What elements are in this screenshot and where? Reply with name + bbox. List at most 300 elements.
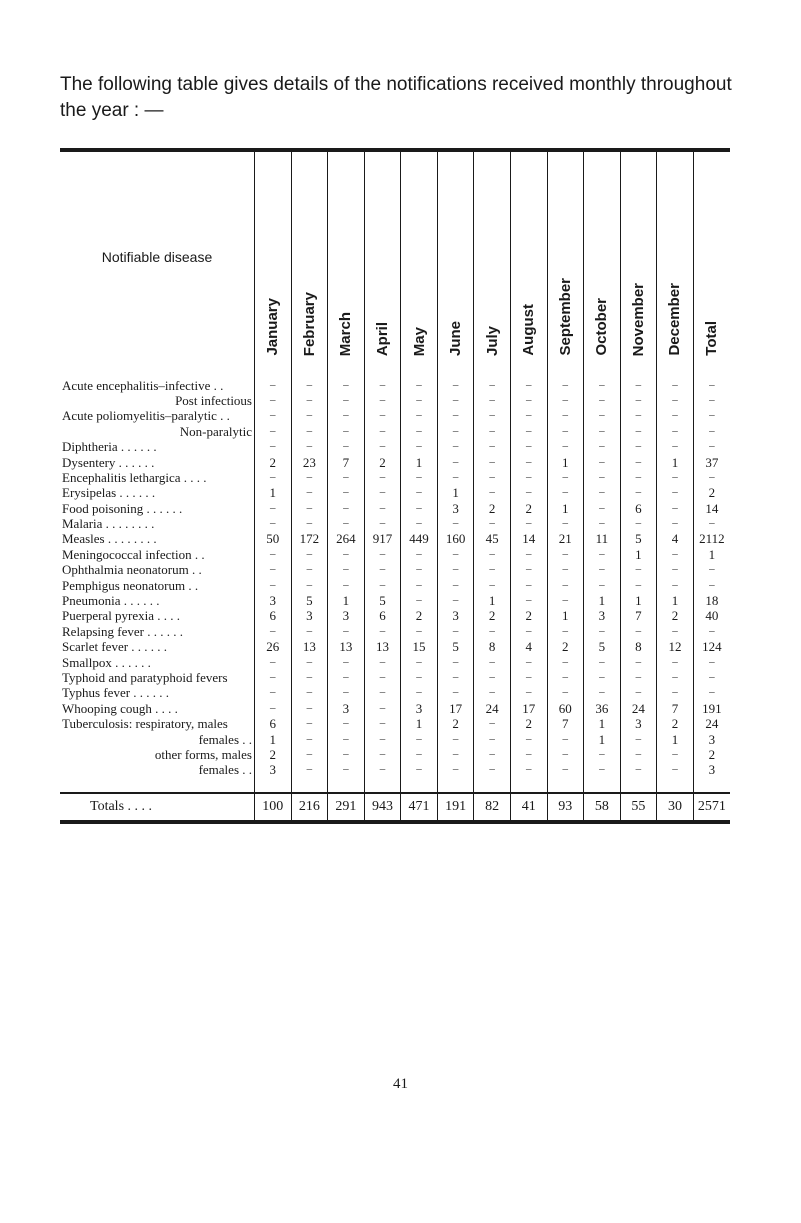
- table-row: [60, 547, 730, 562]
- cell-value: 1: [657, 454, 694, 469]
- cell-value: –: [584, 470, 621, 485]
- cell-value: –: [401, 562, 438, 577]
- cell-value: 2: [255, 454, 292, 469]
- cell-value: –: [401, 501, 438, 516]
- cell-value: –: [510, 377, 547, 392]
- cell-value: –: [437, 408, 474, 423]
- cell-value: 26: [255, 639, 292, 654]
- cell-value: –: [510, 685, 547, 700]
- cell-value: –: [291, 747, 328, 762]
- cell-value: –: [657, 747, 694, 762]
- spacer-cell: [693, 778, 730, 793]
- total-value: 471: [401, 793, 438, 820]
- cell-value: –: [474, 654, 511, 669]
- month-header: [657, 152, 694, 362]
- cell-value: –: [584, 562, 621, 577]
- cell-value: –: [328, 439, 365, 454]
- table-row: [60, 454, 730, 469]
- cell-value: –: [657, 424, 694, 439]
- cell-value: –: [657, 516, 694, 531]
- total-value: 100: [255, 793, 292, 820]
- cell-value: –: [693, 377, 730, 392]
- spacer-cell: [584, 778, 621, 793]
- cell-value: –: [291, 501, 328, 516]
- spacer-cell: [60, 362, 255, 377]
- cell-value: –: [401, 624, 438, 639]
- cell-value: –: [437, 377, 474, 392]
- cell-value: –: [255, 547, 292, 562]
- cell-value: 7: [657, 701, 694, 716]
- total-value: 2571: [693, 793, 730, 820]
- cell-value: 2: [510, 608, 547, 623]
- cell-value: –: [437, 762, 474, 777]
- cell-value: 160: [437, 531, 474, 546]
- cell-value: –: [437, 685, 474, 700]
- table-bottom-rule: [60, 820, 730, 824]
- cell-value: 21: [547, 531, 584, 546]
- cell-value: –: [255, 654, 292, 669]
- cell-value: –: [620, 424, 657, 439]
- table-row: [60, 424, 730, 439]
- cell-value: –: [510, 470, 547, 485]
- cell-value: 7: [547, 716, 584, 731]
- cell-value: –: [547, 670, 584, 685]
- disease-name: Scarlet fever . . . . . .: [62, 639, 168, 655]
- cell-value: –: [584, 454, 621, 469]
- cell-value: –: [291, 654, 328, 669]
- cell-value: –: [657, 762, 694, 777]
- cell-value: –: [364, 701, 401, 716]
- spacer-cell: [547, 778, 584, 793]
- cell-value: –: [510, 485, 547, 500]
- cell-value: 15: [401, 639, 438, 654]
- cell-value: 24: [474, 701, 511, 716]
- cell-value: 1: [401, 454, 438, 469]
- cell-value: 1: [437, 485, 474, 500]
- cell-value: –: [401, 439, 438, 454]
- cell-value: 6: [620, 501, 657, 516]
- cell-value: –: [291, 470, 328, 485]
- cell-value: 14: [693, 501, 730, 516]
- cell-value: –: [328, 624, 365, 639]
- cell-value: –: [255, 408, 292, 423]
- cell-value: –: [584, 685, 621, 700]
- total-header: [693, 152, 730, 362]
- cell-value: –: [693, 624, 730, 639]
- cell-value: –: [474, 731, 511, 746]
- cell-value: –: [437, 577, 474, 592]
- cell-value: 2: [474, 608, 511, 623]
- cell-value: –: [693, 685, 730, 700]
- cell-value: 2: [510, 716, 547, 731]
- cell-value: 3: [693, 762, 730, 777]
- cell-value: –: [510, 731, 547, 746]
- table-row: [60, 762, 730, 777]
- month-header-label: September: [556, 278, 574, 356]
- cell-value: –: [547, 393, 584, 408]
- cell-value: 1: [620, 547, 657, 562]
- month-header: [584, 152, 621, 362]
- cell-value: –: [364, 424, 401, 439]
- cell-value: –: [510, 393, 547, 408]
- cell-value: 449: [401, 531, 438, 546]
- cell-value: –: [620, 624, 657, 639]
- cell-value: –: [657, 654, 694, 669]
- cell-value: –: [364, 439, 401, 454]
- table-row: [60, 393, 730, 408]
- month-header-label: March: [337, 311, 355, 356]
- cell-value: 1: [620, 593, 657, 608]
- cell-value: –: [620, 731, 657, 746]
- disease-name: Pemphigus neonatorum . .: [62, 577, 199, 593]
- spacer-cell: [474, 362, 511, 377]
- cell-value: –: [364, 731, 401, 746]
- cell-value: –: [584, 439, 621, 454]
- cell-value: –: [291, 701, 328, 716]
- disease-name: Acute poliomyelitis–paralytic . .: [62, 408, 230, 424]
- spacer-cell: [510, 362, 547, 377]
- totals-row: [60, 793, 730, 820]
- spacer-cell: [693, 362, 730, 377]
- cell-value: 3: [401, 701, 438, 716]
- cell-value: –: [364, 747, 401, 762]
- cell-value: –: [328, 470, 365, 485]
- cell-value: 13: [328, 639, 365, 654]
- cell-value: –: [584, 424, 621, 439]
- spacer-cell: [255, 362, 292, 377]
- cell-value: 17: [437, 701, 474, 716]
- cell-value: 1: [401, 716, 438, 731]
- cell-value: –: [437, 424, 474, 439]
- cell-value: 4: [657, 531, 694, 546]
- disease-name: Post infectious: [175, 392, 252, 408]
- cell-value: –: [474, 439, 511, 454]
- cell-value: 13: [291, 639, 328, 654]
- cell-value: –: [291, 670, 328, 685]
- cell-value: –: [693, 424, 730, 439]
- cell-value: 14: [510, 531, 547, 546]
- cell-value: –: [437, 624, 474, 639]
- cell-value: –: [510, 408, 547, 423]
- cell-value: –: [510, 747, 547, 762]
- month-header-label: February: [300, 291, 318, 356]
- cell-value: –: [657, 439, 694, 454]
- totals-label: Totals . . . .: [60, 793, 255, 820]
- cell-value: –: [657, 377, 694, 392]
- cell-value: 2: [657, 608, 694, 623]
- cell-value: 1: [547, 454, 584, 469]
- cell-value: –: [547, 424, 584, 439]
- cell-value: 23: [291, 454, 328, 469]
- cell-value: 60: [547, 701, 584, 716]
- cell-value: 2: [401, 608, 438, 623]
- cell-value: –: [401, 485, 438, 500]
- table-row: [60, 639, 730, 654]
- cell-value: –: [255, 439, 292, 454]
- cell-value: 5: [291, 593, 328, 608]
- cell-value: 124: [693, 639, 730, 654]
- cell-value: –: [364, 485, 401, 500]
- cell-value: –: [693, 577, 730, 592]
- month-header-label: August: [520, 304, 538, 356]
- cell-value: –: [620, 516, 657, 531]
- cell-value: –: [401, 747, 438, 762]
- table-row: [60, 562, 730, 577]
- cell-value: –: [657, 408, 694, 423]
- cell-value: 1: [255, 485, 292, 500]
- cell-value: –: [364, 393, 401, 408]
- cell-value: 2: [510, 501, 547, 516]
- cell-value: –: [364, 685, 401, 700]
- spacer-cell: [401, 778, 438, 793]
- cell-value: –: [547, 562, 584, 577]
- disease-name: females . .: [198, 762, 252, 778]
- cell-value: 3: [693, 731, 730, 746]
- month-header-label: April: [373, 321, 391, 356]
- table-header-row: [60, 152, 730, 362]
- disease-name: Ophthalmia neonatorum . .: [62, 562, 202, 578]
- cell-value: –: [620, 470, 657, 485]
- cell-value: –: [510, 562, 547, 577]
- disease-name: Dysentery . . . . . .: [62, 454, 155, 470]
- cell-value: –: [364, 577, 401, 592]
- cell-value: 36: [584, 701, 621, 716]
- cell-value: 5: [584, 639, 621, 654]
- cell-value: –: [584, 377, 621, 392]
- disease-name: Food poisoning . . . . . .: [62, 500, 183, 516]
- cell-value: –: [474, 547, 511, 562]
- cell-value: –: [474, 516, 511, 531]
- table-row: [60, 439, 730, 454]
- total-value: 191: [437, 793, 474, 820]
- cell-value: –: [255, 470, 292, 485]
- total-value: 291: [328, 793, 365, 820]
- cell-value: –: [547, 624, 584, 639]
- spacer-cell: [328, 778, 365, 793]
- cell-value: –: [474, 393, 511, 408]
- cell-value: –: [620, 747, 657, 762]
- cell-value: –: [328, 393, 365, 408]
- total-value: 41: [510, 793, 547, 820]
- spacer-cell: [291, 362, 328, 377]
- intro-text: The following table gives details of the notifications received monthly throughout the year : —: [60, 74, 732, 121]
- cell-value: 5: [620, 531, 657, 546]
- cell-value: –: [474, 716, 511, 731]
- cell-value: –: [474, 685, 511, 700]
- table-row: [60, 593, 730, 608]
- cell-value: 3: [328, 608, 365, 623]
- cell-value: 1: [584, 593, 621, 608]
- cell-value: 1: [657, 731, 694, 746]
- cell-value: 12: [657, 639, 694, 654]
- cell-value: –: [364, 408, 401, 423]
- cell-value: –: [401, 424, 438, 439]
- disease-name: Diphtheria . . . . . .: [62, 439, 157, 455]
- disease-name: Relapsing fever . . . . . .: [62, 623, 183, 639]
- month-header: [547, 152, 584, 362]
- cell-value: 1: [584, 731, 621, 746]
- cell-value: –: [657, 562, 694, 577]
- cell-value: –: [584, 408, 621, 423]
- spacer-cell: [364, 362, 401, 377]
- cell-value: –: [474, 670, 511, 685]
- disease-name: Pneumonia . . . . . .: [62, 593, 160, 609]
- notifications-table: [60, 148, 730, 824]
- cell-value: –: [328, 762, 365, 777]
- table-row: [60, 701, 730, 716]
- table-row: [60, 716, 730, 731]
- cell-value: 3: [255, 593, 292, 608]
- cell-value: –: [401, 670, 438, 685]
- cell-value: 8: [620, 639, 657, 654]
- disease-name: Smallpox . . . . . .: [62, 654, 151, 670]
- month-header: [620, 152, 657, 362]
- cell-value: 24: [620, 701, 657, 716]
- month-header: [401, 152, 438, 362]
- cell-value: –: [364, 562, 401, 577]
- cell-value: –: [620, 562, 657, 577]
- cell-value: –: [255, 393, 292, 408]
- cell-value: –: [401, 685, 438, 700]
- cell-value: –: [291, 716, 328, 731]
- spacer-cell: [401, 362, 438, 377]
- cell-value: –: [657, 547, 694, 562]
- month-header: [328, 152, 365, 362]
- cell-value: –: [693, 562, 730, 577]
- spacer-cell: [437, 362, 474, 377]
- cell-value: 17: [510, 701, 547, 716]
- cell-value: –: [510, 593, 547, 608]
- cell-value: 3: [291, 608, 328, 623]
- cell-value: –: [584, 485, 621, 500]
- cell-value: –: [437, 593, 474, 608]
- cell-value: 1: [547, 608, 584, 623]
- cell-value: –: [620, 439, 657, 454]
- cell-value: –: [255, 501, 292, 516]
- cell-value: –: [657, 393, 694, 408]
- spacer-row: [60, 778, 730, 793]
- cell-value: –: [437, 747, 474, 762]
- spacer-cell: [547, 362, 584, 377]
- cell-value: –: [255, 624, 292, 639]
- cell-value: –: [437, 454, 474, 469]
- disease-name: Puerperal pyrexia . . . .: [62, 608, 181, 624]
- cell-value: –: [547, 439, 584, 454]
- cell-value: –: [401, 393, 438, 408]
- table-row: [60, 470, 730, 485]
- cell-value: 3: [584, 608, 621, 623]
- cell-value: –: [328, 654, 365, 669]
- spacer-row: [60, 362, 730, 377]
- cell-value: 1: [584, 716, 621, 731]
- cell-value: –: [401, 593, 438, 608]
- cell-value: 2: [364, 454, 401, 469]
- table-row: [60, 377, 730, 392]
- cell-value: –: [657, 624, 694, 639]
- cell-value: –: [693, 393, 730, 408]
- spacer-cell: [620, 778, 657, 793]
- cell-value: –: [510, 439, 547, 454]
- cell-value: –: [547, 654, 584, 669]
- disease-name: Tuberculosis: respiratory, males: [62, 716, 228, 732]
- month-header-label: July: [483, 325, 501, 356]
- cell-value: –: [328, 377, 365, 392]
- month-header: [474, 152, 511, 362]
- cell-value: 172: [291, 531, 328, 546]
- cell-value: –: [328, 547, 365, 562]
- month-header: [255, 152, 292, 362]
- cell-value: –: [291, 485, 328, 500]
- month-header: [291, 152, 328, 362]
- disease-name: Encephalitis lethargica . . . .: [62, 469, 207, 485]
- cell-value: –: [437, 731, 474, 746]
- cell-value: 2: [474, 501, 511, 516]
- cell-value: –: [437, 393, 474, 408]
- cell-value: –: [547, 685, 584, 700]
- cell-value: –: [291, 439, 328, 454]
- cell-value: –: [291, 685, 328, 700]
- cell-value: 1: [693, 547, 730, 562]
- total-value: 58: [584, 793, 621, 820]
- cell-value: –: [401, 577, 438, 592]
- cell-value: –: [620, 393, 657, 408]
- cell-value: –: [510, 547, 547, 562]
- month-header: [437, 152, 474, 362]
- table-row: [60, 501, 730, 516]
- cell-value: 5: [364, 593, 401, 608]
- cell-value: –: [255, 562, 292, 577]
- cell-value: –: [291, 547, 328, 562]
- cell-value: –: [620, 762, 657, 777]
- cell-value: –: [620, 377, 657, 392]
- cell-value: –: [437, 516, 474, 531]
- cell-value: 7: [620, 608, 657, 623]
- cell-value: –: [620, 408, 657, 423]
- cell-value: –: [584, 577, 621, 592]
- cell-value: 6: [364, 608, 401, 623]
- cell-value: –: [620, 654, 657, 669]
- cell-value: –: [584, 501, 621, 516]
- cell-value: –: [584, 762, 621, 777]
- cell-value: –: [255, 516, 292, 531]
- cell-value: –: [620, 577, 657, 592]
- disease-column-header: Notifiable disease: [101, 249, 213, 265]
- cell-value: –: [693, 654, 730, 669]
- cell-value: 7: [328, 454, 365, 469]
- cell-value: 1: [547, 501, 584, 516]
- cell-value: –: [437, 470, 474, 485]
- cell-value: 24: [693, 716, 730, 731]
- table-row: [60, 408, 730, 423]
- cell-value: –: [474, 454, 511, 469]
- cell-value: 2112: [693, 531, 730, 546]
- cell-value: –: [657, 670, 694, 685]
- table-row: [60, 624, 730, 639]
- cell-value: –: [474, 424, 511, 439]
- cell-value: –: [291, 562, 328, 577]
- table-row: [60, 577, 730, 592]
- cell-value: –: [474, 377, 511, 392]
- cell-value: –: [547, 470, 584, 485]
- cell-value: –: [584, 670, 621, 685]
- cell-value: 3: [437, 501, 474, 516]
- disease-name: Non-paralytic: [179, 423, 252, 439]
- cell-value: –: [657, 685, 694, 700]
- cell-value: –: [291, 516, 328, 531]
- table-row: [60, 485, 730, 500]
- cell-value: –: [510, 454, 547, 469]
- cell-value: –: [328, 516, 365, 531]
